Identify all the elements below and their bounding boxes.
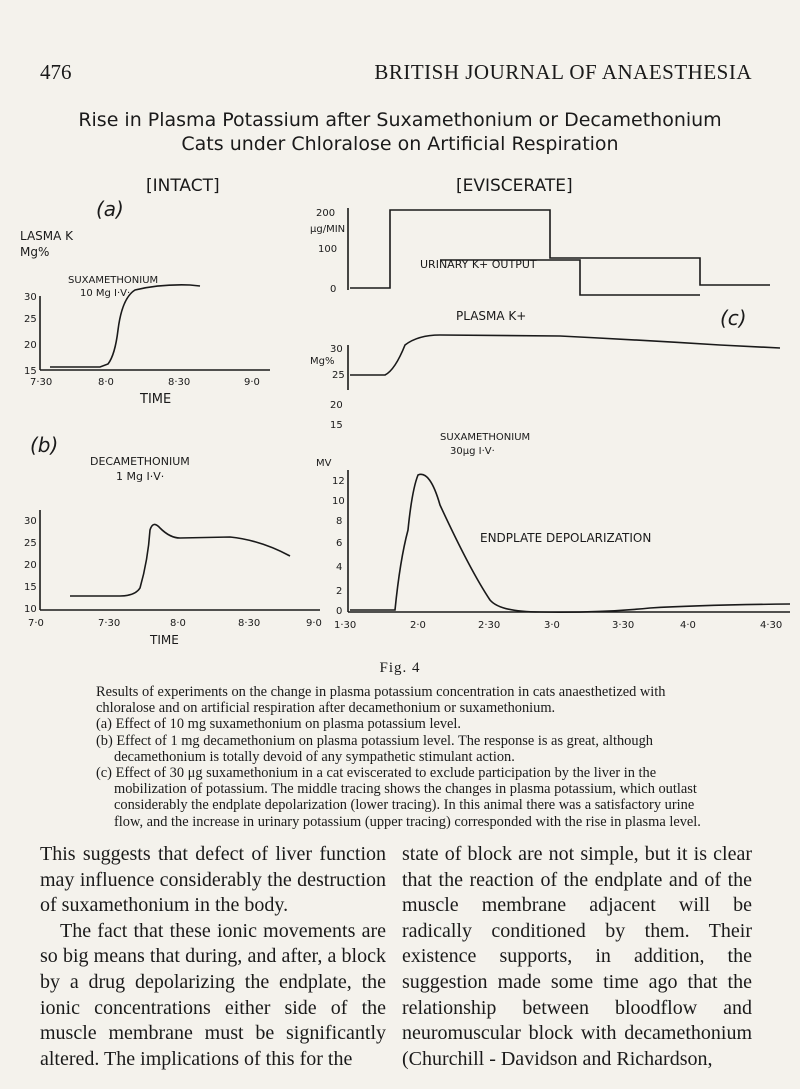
panel-c-urine-trace	[350, 210, 770, 288]
a-ytick: 20	[24, 340, 37, 351]
c-mv-ytick: 4	[336, 562, 343, 573]
b-ytick: 10	[24, 604, 37, 615]
c-plasma-ytick: 20	[330, 400, 343, 411]
c-mv-ytick: 2	[336, 586, 343, 597]
a-xlabel: TIME	[140, 392, 172, 407]
figure-title-line2: Cats under Chloralose on Artificial Respiration	[181, 133, 619, 155]
c-plasma-ylabel: Mg%	[310, 356, 335, 367]
a-ytick: 15	[24, 366, 37, 377]
c-endplate-label: ENDPLATE DEPOLARIZATION	[480, 531, 652, 545]
a-drug2: 10 Mg I·V·	[80, 288, 131, 299]
figure-caption	[96, 684, 708, 830]
c-plasma-ytick: 15	[330, 420, 343, 431]
b-xtick: 8·0	[170, 618, 186, 629]
b-xtick: 8·30	[238, 618, 261, 629]
a-ylabel1: LASMA K	[20, 229, 74, 243]
c-urine-ytick: 100	[318, 244, 338, 255]
a-ytick: 25	[24, 314, 37, 325]
b-ytick: 30	[24, 516, 37, 527]
b-xtick: 9·0	[306, 618, 322, 629]
c-urine-ylabel: μg/MIN	[310, 224, 346, 235]
c-plasma-ytick: 30	[330, 344, 343, 355]
caption-c: (c) Effect of 30 μg suxamethonium in a cat eviscerated to exclude participation by the liver in the mobilization of potassium. The middle tracing shows the changes in plasma potassium, which outlast considerably the endplate depolarization (lower tracing). In this animal there was a satisfactory urine flow, and the increase in urinary potassium (upper tracing) corresponded with the rise in plasma level.	[96, 765, 701, 830]
b-xtick: 7·30	[98, 618, 121, 629]
page-number: 476	[40, 60, 72, 84]
a-xtick: 7·30	[30, 377, 53, 388]
c-mv-ytick: 10	[332, 496, 345, 507]
journal-title: BRITISH JOURNAL OF ANAESTHESIA	[374, 60, 752, 84]
body-paragraph: state of block are not simple, but it is clear that the reaction of the endplate and of the muscle membrane adjacent will be radically conditioned by them. Their existence supports, in addition, the suggestion made some time ago that the relationship between bloodflow and neuromuscular block with decamethonium (Churchill - Davidson and Richardson,	[402, 843, 752, 1070]
figure-4-graphs	[0, 160, 800, 650]
c-drug2: 30μg I·V·	[450, 446, 495, 457]
b-xlabel: TIME	[150, 633, 179, 647]
c-xtick: 4·0	[680, 620, 696, 631]
c-mv-ytick: 8	[336, 516, 343, 527]
c-xtick: 3·0	[544, 620, 560, 631]
body-paragraph: This suggests that defect of liver function may influence considerably the destruction of suxamethonium in the body.	[40, 843, 386, 917]
b-xtick: 7·0	[28, 618, 44, 629]
b-ytick: 15	[24, 582, 37, 593]
body-right-column	[402, 842, 752, 1072]
a-xtick: 9·0	[244, 377, 260, 388]
c-drug1: SUXAMETHONIUM	[440, 432, 531, 443]
c-mv-ytick: 0	[336, 606, 343, 617]
a-ytick: 30	[24, 292, 37, 303]
a-ylabel2: Mg%	[20, 245, 50, 259]
c-mv-label: MV	[316, 458, 332, 469]
c-urine-ytick: 0	[330, 284, 337, 295]
b-drug2: 1 Mg I·V·	[116, 470, 165, 483]
figure-number: Fig. 4	[379, 660, 421, 676]
b-drug1: DECAMETHONIUM	[90, 455, 190, 468]
b-letter: (b)	[30, 433, 59, 457]
c-xtick: 2·0	[410, 620, 426, 631]
eviscerated-label: [EVISCERATE]	[456, 176, 573, 196]
b-ytick: 25	[24, 538, 37, 549]
a-xtick: 8·30	[168, 377, 191, 388]
body-paragraph: The fact that these ionic movements are so big means that during, and after, a block by a drug depolarizing the endplate, the ionic concentrations either side of the muscle membrane must be significantly altered. The implications of this for the	[40, 919, 386, 1070]
panel-b-curve	[70, 524, 290, 596]
c-letter: (c)	[720, 306, 747, 330]
b-ytick: 20	[24, 560, 37, 571]
c-xtick: 2·30	[478, 620, 501, 631]
c-urine-ytick: 200	[316, 208, 336, 219]
caption-a: (a) Effect of 10 mg suxamethonium on plasma potassium level.	[96, 716, 462, 733]
c-xtick: 1·30	[334, 620, 357, 631]
c-plasma-ytick: 25	[332, 370, 345, 381]
a-drug1: SUXAMETHONIUM	[68, 275, 159, 286]
caption-intro: Results of experiments on the change in plasma potassium concentration in cats anaesthetized with chloralose and on artificial respiration after decamethonium or suxamethonium.	[96, 684, 666, 717]
body-left-column	[40, 842, 386, 1072]
panel-c-plasma-trace	[350, 335, 780, 375]
c-xtick: 3·30	[612, 620, 635, 631]
c-plasma-label: PLASMA K+	[456, 309, 527, 323]
c-mv-ytick: 12	[332, 476, 345, 487]
caption-b: (b) Effect of 1 mg decamethonium on plasma potassium level. The response is as great, although decamethonium is totally devoid of any sympathetic stimulant action.	[96, 732, 653, 765]
intact-label: [INTACT]	[146, 176, 220, 196]
c-urine-label: URINARY K+ OUTPUT	[420, 258, 537, 271]
a-xtick: 8·0	[98, 377, 114, 388]
c-xtick: 4·30	[760, 620, 783, 631]
figure-title-line1: Rise in Plasma Potassium after Suxamethonium or Decamethonium	[78, 109, 722, 131]
c-mv-ytick: 6	[336, 538, 343, 549]
a-letter: (a)	[96, 197, 124, 221]
